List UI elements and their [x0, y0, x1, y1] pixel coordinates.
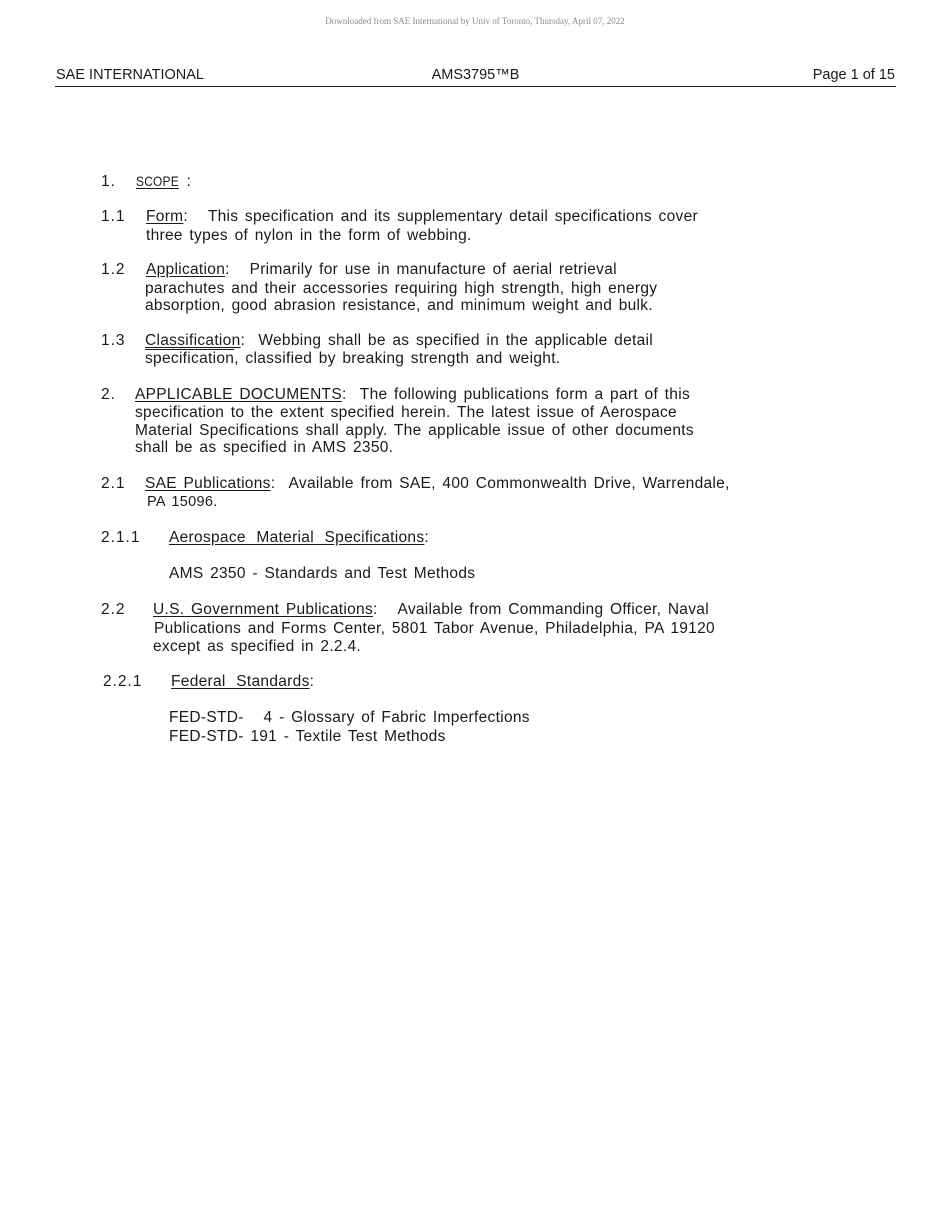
section-2-line-4: shall be as specified in AMS 2350.	[135, 439, 394, 456]
section-1-3-text-1: Webbing shall be as specified in the applicable detail	[258, 332, 654, 349]
section-1-3-title: Classification	[145, 332, 241, 349]
section-2-2-line-2: Publications and Forms Center, 5801 Tabor Avenue, Philadelphia, PA 19120	[154, 620, 715, 637]
section-1-3-number: 1.3	[101, 332, 126, 349]
section-2-line-2: specification to the extent specified herein. The latest issue of Aerospace	[135, 404, 677, 421]
page-header	[55, 67, 896, 87]
section-1-2-line-3: absorption, good abrasion resistance, and minimum weight and bulk.	[145, 297, 653, 314]
section-1-heading	[136, 173, 191, 191]
section-2-colon: :	[341, 386, 347, 403]
section-2-2-text-1: Available from Commanding Officer, Naval	[397, 601, 709, 618]
section-1-3-text-2: , classified by breaking strength and weight.	[234, 350, 561, 367]
section-1-2-number: 1.2	[101, 261, 126, 278]
section-2-1-1-colon: :	[424, 529, 429, 546]
section-1-3-line-2	[145, 350, 560, 368]
section-2-line-3: Material Specifications shall apply. The applicable issue of other documents	[135, 422, 694, 439]
section-2-line-1	[135, 386, 690, 404]
section-1-2-title: Application	[146, 261, 226, 278]
section-2-2-1-item-2: FED-STD- 191 - Textile Test Methods	[169, 728, 446, 745]
section-2-2-1-item-1: FED-STD- 4 - Glossary of Fabric Imperfections	[169, 709, 530, 726]
section-1-1-line-1	[146, 208, 698, 226]
section-2-1-1-heading	[169, 529, 429, 547]
section-2-2-colon: :	[373, 601, 378, 618]
header-doc-id: AMS3795™B	[431, 67, 520, 83]
section-1-2-line-1	[146, 261, 617, 279]
header-org: SAE INTERNATIONAL	[56, 67, 204, 83]
section-2-title: APPLICABLE DOCUMENTS	[135, 386, 342, 403]
section-2-2-1-heading	[171, 673, 314, 691]
section-2-2-1-title: Federal Standards	[171, 673, 310, 690]
section-2-2-title: U.S. Government Publications	[153, 601, 374, 618]
section-1-1-line-2: three types of nylon in the form of webbing.	[146, 227, 472, 244]
section-1-number: 1.	[101, 173, 116, 190]
section-1-1-title: Form	[146, 208, 184, 225]
section-1-2-colon: :	[225, 261, 230, 278]
section-2-1-line-2: PA 15096.	[147, 494, 218, 510]
section-2-1-colon: :	[270, 475, 276, 492]
section-1-2-line-2: parachutes and their accessories requiring high strength, high energy	[145, 280, 658, 297]
header-page-number: Page 1 of 15	[812, 67, 895, 83]
section-2-1-title: SAE Publications	[145, 475, 271, 492]
section-1-3-line-1	[145, 332, 653, 350]
section-1-title: SCOPE	[136, 173, 179, 189]
section-2-1-line-1	[145, 475, 730, 493]
section-1-2-text-1: Primarily for use in manufacture of aerial retrieval	[249, 261, 617, 278]
section-1-3-colon: :	[240, 332, 246, 349]
section-2-2-number: 2.2	[101, 601, 126, 618]
section-1-3-spec-word: specification	[145, 350, 235, 367]
download-watermark: Downloaded from SAE International by Univ of Toronto, Thursday, April 07, 2022	[325, 16, 625, 26]
section-1-1-text-1: This specification and its supplementary detail specifications cover	[207, 208, 698, 225]
section-2-2-1-colon: :	[309, 673, 315, 690]
section-2-2-line-1	[153, 601, 709, 619]
section-2-text-1: The following publications form a part of this	[359, 386, 690, 403]
section-2-1-1-title: Aerospace Material Specifications	[169, 529, 425, 546]
section-2-2-1-number: 2.2.1	[103, 673, 143, 690]
section-1-colon: :	[186, 173, 192, 190]
section-2-1-1-number: 2.1.1	[101, 529, 141, 546]
section-2-1-number: 2.1	[101, 475, 126, 492]
section-2-1-text-1: Available from SAE, 400 Commonwealth Drive, Warrendale,	[288, 475, 730, 492]
section-2-2-line-3: except as specified in 2.2.4.	[153, 638, 361, 655]
section-2-number: 2.	[101, 386, 116, 403]
section-1-1-number: 1.1	[101, 208, 126, 225]
section-1-1-colon: :	[183, 208, 188, 225]
section-2-1-1-item-1: AMS 2350 - Standards and Test Methods	[169, 565, 476, 582]
